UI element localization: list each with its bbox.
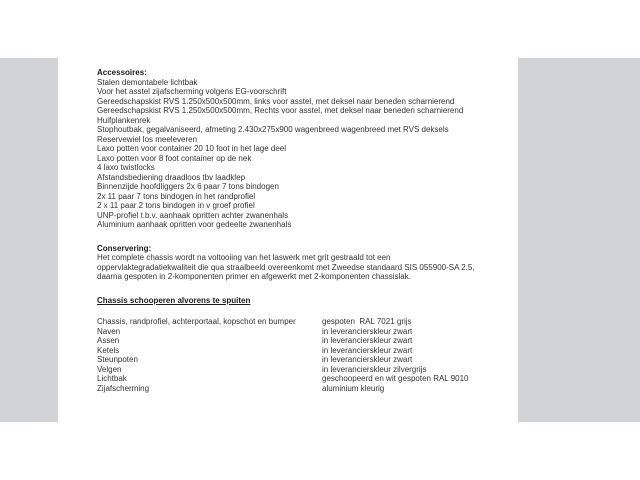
accessories-list	[97, 78, 510, 230]
accessory-line: Voor het asstel zijafscherming volgens EG-voorschrift	[97, 87, 287, 96]
part-cell: Velgen	[97, 364, 122, 374]
part-cell: Steunpoten	[97, 355, 138, 364]
accessory-line: Huifplankenrek	[97, 115, 151, 125]
section-conservation	[97, 244, 510, 282]
part-cell: Zijafscherming	[97, 383, 150, 393]
painting-row	[97, 336, 510, 346]
section-painting	[97, 296, 510, 394]
backdrop-left	[0, 58, 58, 422]
accessory-line: Afstandsbediening draadloos tbv laadklep	[97, 172, 246, 182]
painting-row	[97, 374, 510, 384]
part-cell: Naven	[97, 326, 121, 336]
accessory-line: Laxo potten voor container 20 10 foot in het lage deel	[97, 144, 287, 153]
accessory-line: Aluminium aanhaak opritten voor gedeelte zwanenhals	[97, 220, 292, 229]
painting-heading: Chassis schooperen alvorens te spuiten	[97, 295, 251, 305]
painting-row	[97, 327, 510, 337]
painting-row	[97, 317, 510, 327]
accessory-line: Stalen demontabele lichtbak	[97, 77, 198, 87]
backdrop-right	[518, 58, 640, 422]
accessory-line: Laxo potten voor 8 foot container op de nek	[97, 153, 252, 163]
finish-cell: in leverancierskleur zwart	[322, 345, 413, 355]
conservation-paragraph	[97, 253, 510, 282]
finish-cell: in leverancierskleur zwart	[322, 336, 413, 345]
part-cell: Lichtbak	[97, 374, 127, 383]
accessory-line: 2 x 11 paar 2 tons bindogen in v groef profiel	[97, 201, 255, 210]
painting-row	[97, 365, 510, 375]
accessory-line: Reservewiel los meeleveren	[97, 134, 198, 144]
finish-cell: geschoopeerd en wit gespoten RAL 9010	[322, 374, 469, 383]
part-cell: Assen	[97, 336, 120, 345]
conservation-line: oppervlaktegradatiekwaliteit die qua straalbeeld overeenkomt met Zweedse standaard SIS 055900-SA 2.5,	[97, 262, 475, 272]
accessory-line: 2x 11 paar 7 tons bindogen in het randprofiel	[97, 191, 256, 201]
part-cell: Ketels	[97, 345, 120, 355]
finish-cell: in leverancierskleur zwart	[322, 326, 413, 336]
finish-cell: aluminium kleurig	[322, 383, 385, 393]
conservation-line: daarna gespoten in 2-komponenten primer en afgewerkt met 2-komponenten chassislak.	[97, 272, 411, 281]
painting-row	[97, 384, 510, 394]
conservation-heading: Conservering:	[97, 243, 152, 253]
section-accessories	[97, 68, 510, 230]
finish-cell: in leverancierskleur zilvergrijs	[322, 364, 427, 374]
finish-cell: gespoten RAL 7021 grijs	[322, 317, 412, 326]
accessory-line: UNP-profiel t.b.v. aanhaak opritten achter zwanenhals	[97, 210, 289, 220]
accessory-line: Gereedschapskist RVS 1.250x500x500mm, links voor asstel, met deksel naar beneden scharnierend	[97, 96, 455, 106]
painting-row	[97, 355, 510, 365]
accessories-heading: Accessoires:	[97, 68, 147, 77]
accessory-line: Gereedschapskist RVS 1.250x500x500mm, Rechts voor asstel, met deksel naar beneden scharnierend	[97, 106, 464, 115]
document-page	[58, 58, 518, 422]
painting-row	[97, 346, 510, 356]
finish-cell: in leverancierskleur zwart	[322, 355, 413, 364]
accessory-line: Stophoutbak, gegalvaniseerd, afmeting 2.430x275x900 wagenbreed wagenbreed met RVS deksels	[97, 125, 449, 134]
part-cell: Chassis, randprofiel, achterportaal, kopschot en bumper	[97, 317, 296, 326]
painting-table	[97, 317, 510, 393]
accessory-line: Binnenzijde hoofdliggers 2x 6 paar 7 tons bindogen	[97, 182, 279, 191]
accessory-line: 4 laxo twistlocks	[97, 163, 155, 172]
conservation-line: Het complete chassis wordt na voltooiing van het laswerk met grit gestraald tot een	[97, 253, 391, 262]
